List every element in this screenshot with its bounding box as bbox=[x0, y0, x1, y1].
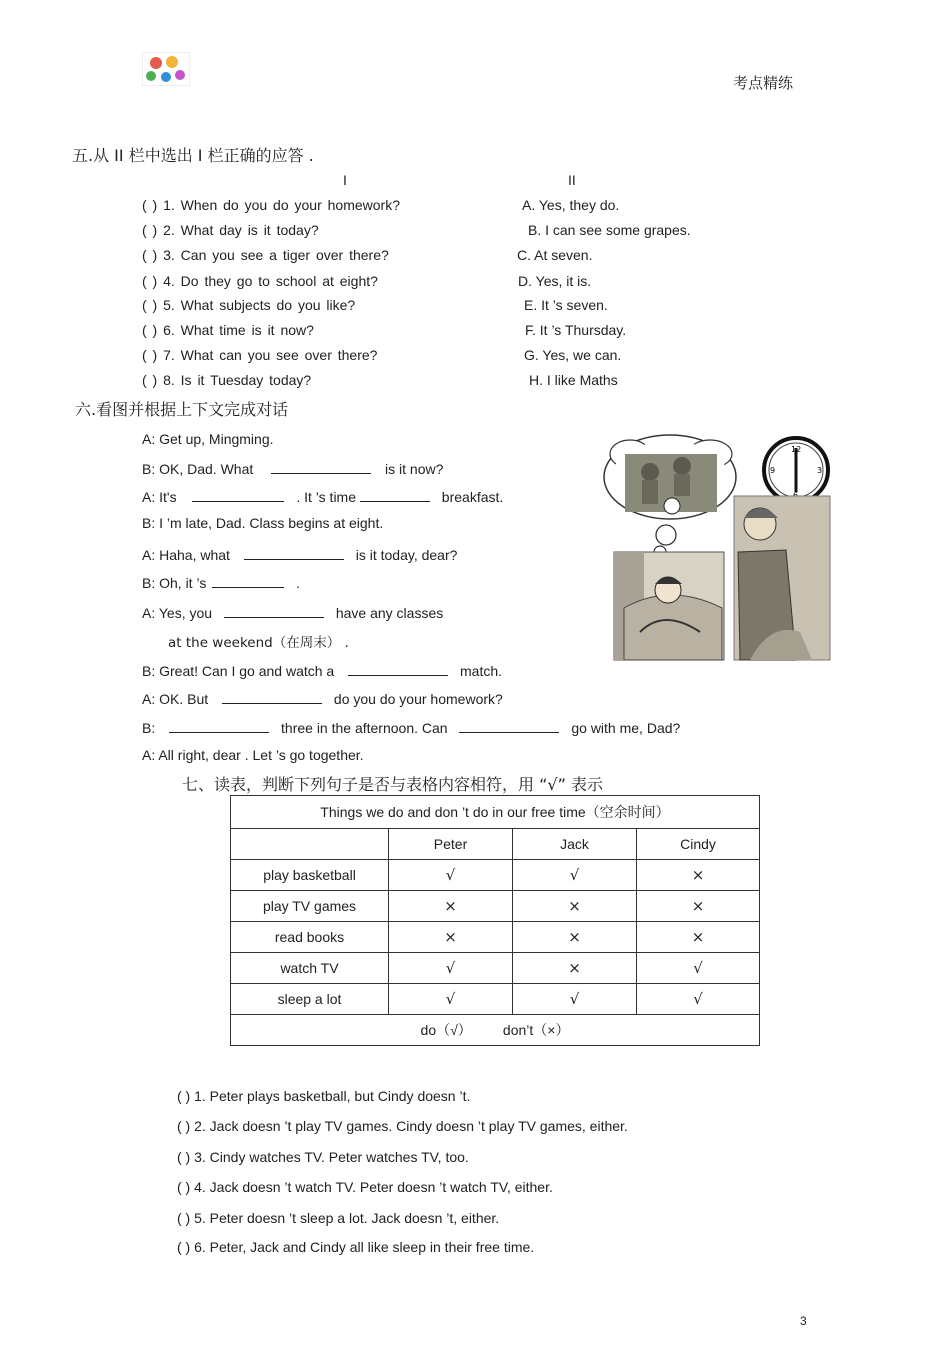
dialogue-text: breakfast. bbox=[441, 489, 504, 505]
thought-bubble-icon bbox=[604, 435, 736, 558]
activity-cell: play basketball bbox=[231, 860, 389, 891]
header-title: 考点精练 bbox=[733, 74, 794, 92]
dialogue-text: at the weekend（在周末） . bbox=[168, 635, 349, 651]
dialogue-line-6 bbox=[142, 573, 300, 591]
dialogue-text: A: Haha, what bbox=[142, 547, 230, 563]
answer-d: D. Yes, it is. bbox=[518, 273, 592, 289]
table-legend: do（√） don’t（×） bbox=[231, 1015, 760, 1046]
column-header-cindy: Cindy bbox=[637, 829, 760, 860]
answer-h: H. I like Maths bbox=[529, 372, 618, 388]
question-3: ( ) 3. Can you see a tiger over there? bbox=[142, 247, 389, 263]
dialogue-text: go with me, Dad? bbox=[571, 720, 681, 736]
dialogue-text: is it today, dear? bbox=[355, 547, 458, 563]
dialogue-line-5 bbox=[142, 545, 457, 563]
table-row bbox=[231, 984, 760, 1015]
svg-text:9: 9 bbox=[770, 466, 776, 475]
mark-cell: × bbox=[513, 953, 637, 984]
column-ii-label: II bbox=[568, 172, 576, 188]
dialogue-text: A: Yes, you bbox=[142, 605, 213, 621]
section5-heading: 五.从 II 栏中选出 I 栏正确的应答 . bbox=[72, 146, 314, 165]
column-header-jack: Jack bbox=[513, 829, 637, 860]
statement-1: ( ) 1. Peter plays basketball, but Cindy doesn ’t. bbox=[177, 1088, 471, 1104]
dialogue-line-3 bbox=[142, 487, 503, 505]
answer-blank[interactable] bbox=[360, 487, 430, 502]
clock-icon bbox=[764, 438, 828, 502]
mark-cell: √ bbox=[513, 984, 637, 1015]
boy-in-bed-icon bbox=[614, 552, 724, 660]
logo bbox=[142, 52, 190, 86]
mark-cell: × bbox=[637, 891, 760, 922]
statement-5: ( ) 5. Peter doesn ’t sleep a lot. Jack doesn ’t, either. bbox=[177, 1210, 500, 1226]
table-row bbox=[231, 860, 760, 891]
answer-blank[interactable] bbox=[212, 573, 284, 588]
mark-cell: √ bbox=[637, 953, 760, 984]
answer-g: G. Yes, we can. bbox=[524, 347, 622, 363]
dialogue-text: B: bbox=[142, 720, 156, 736]
answer-c: C. At seven. bbox=[517, 247, 593, 263]
mark-cell: √ bbox=[513, 860, 637, 891]
table-title: Things we do and don ’t do in our free time（空余时间） bbox=[231, 796, 760, 829]
activity-cell: watch TV bbox=[231, 953, 389, 984]
mark-cell: × bbox=[513, 922, 637, 953]
answer-f: F. It ’s Thursday. bbox=[525, 322, 627, 338]
dialogue-line-11 bbox=[142, 718, 680, 736]
dialogue-line-12 bbox=[142, 747, 364, 763]
dialogue-text: A: OK. But bbox=[142, 691, 209, 707]
dialogue-text: . It ’s time bbox=[296, 489, 357, 505]
table-row bbox=[231, 953, 760, 984]
statement-4: ( ) 4. Jack doesn ’t watch TV. Peter doesn ’t watch TV, either. bbox=[177, 1179, 553, 1195]
activity-cell: read books bbox=[231, 922, 389, 953]
activity-cell: sleep a lot bbox=[231, 984, 389, 1015]
table-row bbox=[231, 922, 760, 953]
dialogue-text: . bbox=[296, 575, 300, 591]
section7-heading: 七、读表，判断下列句子是否与表格内容相符，用 “√” 表示 bbox=[182, 775, 603, 794]
dialogue-line-2 bbox=[142, 459, 443, 477]
statement-2: ( ) 2. Jack doesn ’t play TV games. Cindy doesn ’t play TV games, either. bbox=[177, 1118, 628, 1134]
answer-blank[interactable] bbox=[271, 459, 371, 474]
table-header-empty bbox=[231, 829, 389, 860]
dialogue-line-9 bbox=[142, 661, 502, 679]
question-2: ( ) 2. What day is it today? bbox=[142, 222, 319, 238]
mark-cell: × bbox=[389, 891, 513, 922]
column-i-label: I bbox=[343, 172, 347, 188]
dialogue-illustration bbox=[600, 432, 832, 662]
mark-cell: × bbox=[637, 922, 760, 953]
svg-text:3: 3 bbox=[817, 466, 823, 475]
page-number: 3 bbox=[800, 1314, 807, 1328]
section6-heading: 六.看图并根据上下文完成对话 bbox=[75, 400, 289, 419]
statement-6: ( ) 6. Peter, Jack and Cindy all like sleep in their free time. bbox=[177, 1239, 535, 1255]
answer-blank[interactable] bbox=[348, 661, 448, 676]
svg-text:12: 12 bbox=[791, 445, 802, 454]
mark-cell: √ bbox=[389, 860, 513, 891]
answer-a: A. Yes, they do. bbox=[522, 197, 620, 213]
column-header-peter: Peter bbox=[389, 829, 513, 860]
table-row bbox=[231, 891, 760, 922]
free-time-table bbox=[230, 795, 760, 1046]
dialogue-text: three in the afternoon. Can bbox=[281, 720, 448, 736]
answer-blank[interactable] bbox=[244, 545, 344, 560]
mark-cell: √ bbox=[389, 984, 513, 1015]
mark-cell: √ bbox=[389, 953, 513, 984]
question-1: ( ) 1. When do you do your homework? bbox=[142, 197, 401, 213]
activity-cell: play TV games bbox=[231, 891, 389, 922]
dialogue-line-7 bbox=[142, 603, 443, 621]
question-7: ( ) 7. What can you see over there? bbox=[142, 347, 378, 363]
question-6: ( ) 6. What time is it now? bbox=[142, 322, 314, 338]
dialogue-text: A: Get up, Mingming. bbox=[142, 431, 274, 447]
question-4: ( ) 4. Do they go to school at eight? bbox=[142, 273, 378, 289]
mark-cell: × bbox=[389, 922, 513, 953]
question-8: ( ) 8. Is it Tuesday today? bbox=[142, 372, 312, 388]
dialogue-text: B: Great! Can I go and watch a bbox=[142, 663, 335, 679]
dialogue-text: have any classes bbox=[335, 605, 444, 621]
father-icon bbox=[734, 496, 830, 660]
answer-blank[interactable] bbox=[222, 689, 322, 704]
answer-blank[interactable] bbox=[459, 718, 559, 733]
dialogue-text: B: I ’m late, Dad. Class begins at eight. bbox=[142, 515, 384, 531]
statement-3: ( ) 3. Cindy watches TV. Peter watches TV, too. bbox=[177, 1149, 469, 1165]
answer-blank[interactable] bbox=[224, 603, 324, 618]
question-5: ( ) 5. What subjects do you like? bbox=[142, 297, 356, 313]
answer-blank[interactable] bbox=[192, 487, 284, 502]
answer-e: E. It ’s seven. bbox=[524, 297, 608, 313]
dialogue-text: do you do your homework? bbox=[333, 691, 503, 707]
answer-blank[interactable] bbox=[169, 718, 269, 733]
dialogue-text: match. bbox=[460, 663, 503, 679]
mark-cell: × bbox=[513, 891, 637, 922]
dialogue-text: is it now? bbox=[385, 461, 444, 477]
dialogue-line-10 bbox=[142, 689, 503, 707]
mark-cell: × bbox=[637, 860, 760, 891]
dialogue-line-1 bbox=[142, 431, 274, 447]
dialogue-line-8 bbox=[168, 631, 349, 651]
dialogue-text: B: Oh, it ’s bbox=[142, 575, 207, 591]
dialogue-text: A: It's bbox=[142, 489, 177, 505]
dialogue-line-4 bbox=[142, 515, 383, 531]
dialogue-text: A: All right, dear . Let ’s go together. bbox=[142, 747, 364, 763]
dialogue-text: B: OK, Dad. What bbox=[142, 461, 254, 477]
mark-cell: √ bbox=[637, 984, 760, 1015]
answer-b: B. I can see some grapes. bbox=[528, 222, 691, 238]
